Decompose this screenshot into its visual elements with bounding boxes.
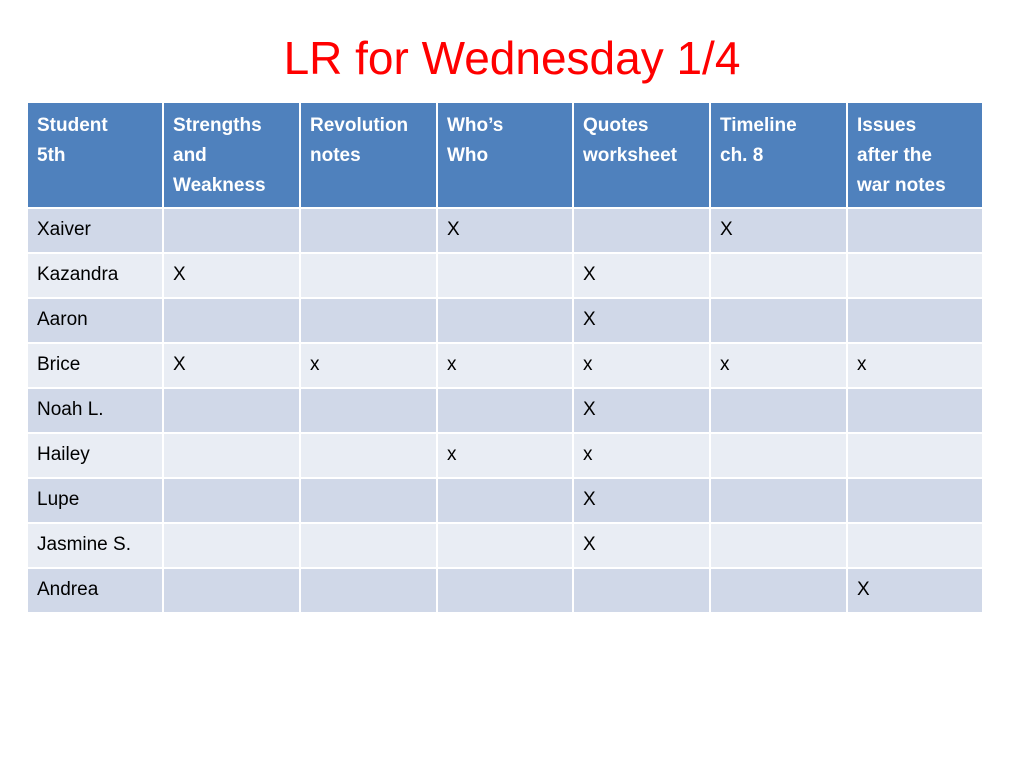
header-line: worksheet [583,145,677,166]
header-line: and [173,145,207,166]
table-cell: x [710,343,847,388]
header-line: Weakness [173,175,266,196]
table-row [27,478,983,523]
table-cell: X [710,208,847,253]
table-row [27,568,983,613]
table-cell [847,253,983,298]
student-name-cell: Kazandra [27,253,163,298]
header-line: Who [447,145,489,166]
header-cell-quotes [573,102,710,208]
table-cell [437,253,573,298]
table-cell [847,208,983,253]
header-line: Who’s [447,115,504,136]
table-cell [710,253,847,298]
table-cell: X [573,478,710,523]
table-cell [847,298,983,343]
header-line: Issues [857,115,917,136]
header-line: Quotes [583,115,649,136]
table-cell [847,388,983,433]
table-cell [573,208,710,253]
table-cell [710,568,847,613]
header-line: ch. 8 [720,145,764,166]
header-line: notes [310,145,361,166]
table-cell [710,433,847,478]
table-cell [710,298,847,343]
table-cell: X [847,568,983,613]
header-cell-strengths [163,102,300,208]
table-cell [573,568,710,613]
table-row [27,523,983,568]
table-cell [163,298,300,343]
table-cell: X [163,343,300,388]
table-row [27,343,983,388]
table-cell [163,568,300,613]
table-cell: x [437,343,573,388]
table-cell [847,478,983,523]
table-cell [163,523,300,568]
table-cell: x [573,343,710,388]
table-cell: x [847,343,983,388]
table-cell [300,208,437,253]
student-name-cell: Noah L. [27,388,163,433]
header-line: 5th [37,145,66,166]
header-cell-issues [847,102,983,208]
header-line: war notes [857,175,946,196]
table-cell [300,568,437,613]
table-cell: X [573,388,710,433]
slide-title: LR for Wednesday 1/4 [283,32,741,84]
header-cell-timeline [710,102,847,208]
table-cell [847,523,983,568]
table-cell [163,433,300,478]
table-cell [437,388,573,433]
student-name-cell: Jasmine S. [27,523,163,568]
table-cell [300,298,437,343]
table-cell: X [163,253,300,298]
table-cell [437,568,573,613]
student-name-cell: Brice [27,343,163,388]
student-name-cell: Andrea [27,568,163,613]
table-cell [163,388,300,433]
table-row [27,298,983,343]
table-cell: x [300,343,437,388]
student-name-cell: Aaron [27,298,163,343]
table-cell [300,433,437,478]
table-cell [710,478,847,523]
assignment-table [26,101,984,614]
table-cell [300,478,437,523]
header-cell-student [27,102,163,208]
table-cell [847,433,983,478]
table-cell [710,388,847,433]
table-cell [163,208,300,253]
header-line: Student [37,115,108,136]
table-cell: X [573,253,710,298]
table-cell [300,388,437,433]
table-cell [163,478,300,523]
table-cell: X [573,523,710,568]
table-cell [300,253,437,298]
table-cell: x [573,433,710,478]
table-row [27,433,983,478]
header-row [27,102,983,208]
student-name-cell: Lupe [27,478,163,523]
header-line: Revolution [310,115,409,136]
table-cell [437,298,573,343]
header-line: after the [857,145,932,166]
header-line: Timeline [720,115,797,136]
student-name-cell: Hailey [27,433,163,478]
table-row [27,208,983,253]
table-row [27,388,983,433]
header-cell-whos-who [437,102,573,208]
table-row [27,253,983,298]
table-cell [437,478,573,523]
table-cell [437,523,573,568]
table-cell [300,523,437,568]
table-cell: X [437,208,573,253]
header-cell-revolution [300,102,437,208]
table-cell: X [573,298,710,343]
student-name-cell: Xaiver [27,208,163,253]
header-line: Strengths [173,115,262,136]
table-cell [710,523,847,568]
table-cell: x [437,433,573,478]
